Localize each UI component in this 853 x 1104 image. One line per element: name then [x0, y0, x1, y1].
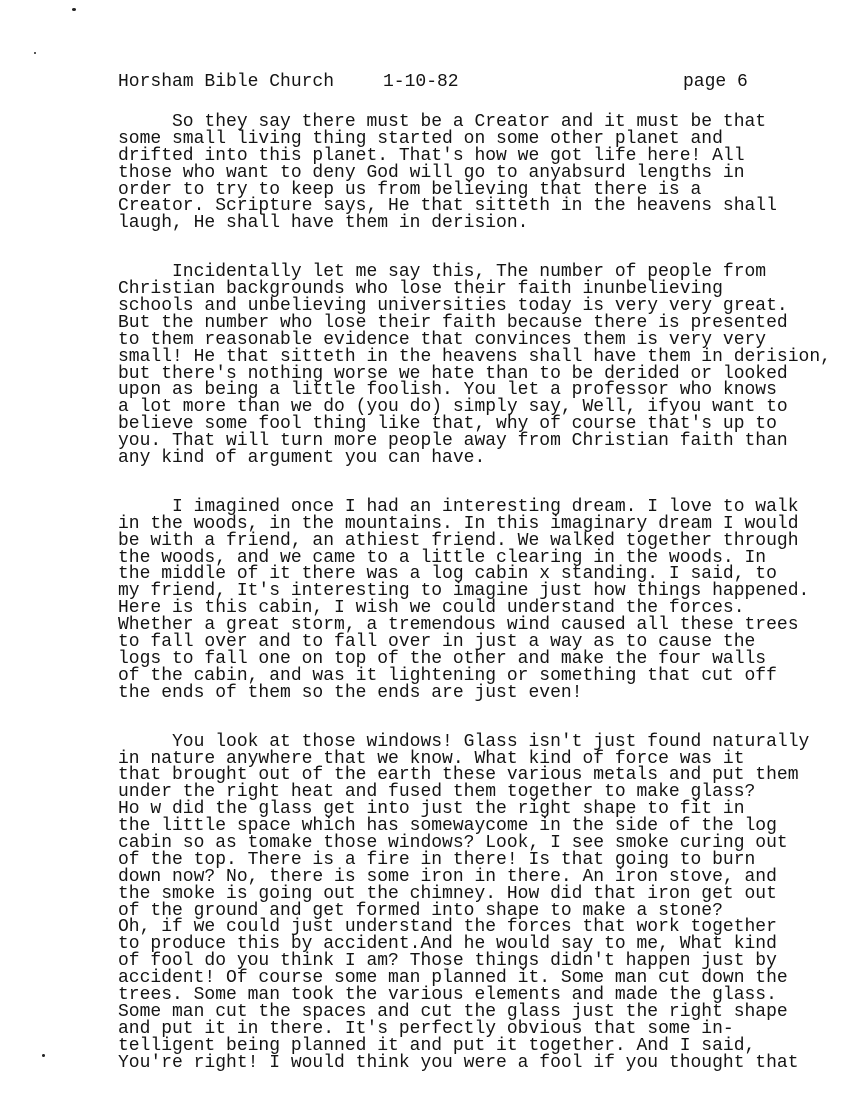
text-line: believe some fool thing like that, why of course that's up to [118, 414, 777, 435]
text-line: and put it in there. It's perfectly obvious that some in- [118, 1018, 734, 1039]
scan-speck [34, 52, 36, 54]
text-line: So they say there must be a Creator and it must be that [118, 112, 767, 132]
text-line: Whether a great storm, a tremendous wind caused all these trees [118, 615, 799, 636]
text-line: small! He that sitteth in the heavens shall have them in derision, [118, 346, 831, 367]
text-line: the ends of them so the ends are just even! [118, 682, 583, 703]
scan-speck [42, 1054, 45, 1057]
text-line: trees. Some man took the various elements and made the glass. [118, 984, 777, 1005]
text-line: Christian backgrounds who lose their faith inunbelieving [118, 279, 723, 300]
text-line: of the cabin, and was it lightening or something that cut off [118, 665, 777, 686]
header-date: 1-10-82 [383, 72, 459, 92]
paragraph [118, 496, 831, 703]
text-line: the woods, and we came to a little clearing in the woods. In [118, 547, 767, 568]
text-line: laugh, He shall have them in derision. [118, 213, 529, 234]
text-line: the smoke is going out the chimney. How did that iron get out [118, 883, 777, 904]
text-line: any kind of argument you can have. [118, 448, 486, 469]
text-line: You're right! I would think you were a fool if you thought that [118, 1052, 799, 1073]
text-line: my friend, It's interesting to imagine just how things happened. [118, 581, 810, 602]
text-line: drifted into this planet. That's how we got life here! All [118, 145, 745, 166]
text-line: I imagined once I had an interesting dream. I love to walk [118, 496, 799, 517]
text-line: of the ground and get formed into shape to make a stone? [118, 900, 723, 921]
text-line: the middle of it there was a log cabin x standing. I said, to [118, 564, 777, 585]
text-line: logs to fall one on top of the other and make the four walls [118, 648, 767, 669]
paragraph [118, 264, 831, 467]
text-line: in nature anywhere that we know. What kind of force was it [118, 748, 745, 769]
scan-speck [72, 8, 76, 11]
text-line: cabin so as tomake those windows? Look, I see smoke curing out [118, 832, 788, 853]
text-line: you. That will turn more people away from Christian faith than [118, 431, 788, 452]
text-line: under the right heat and fused them together to make glass? [118, 782, 756, 803]
text-line: of the top. There is a fire in there! Is that going to burn [118, 849, 756, 870]
text-line: You look at those windows! Glass isn't just found naturally [118, 731, 810, 752]
header-page-number: page 6 [683, 72, 748, 92]
text-line: be with a friend, an athiest friend. We walked together through [118, 530, 799, 551]
text-line: the little space which has somewaycome in the side of the log [118, 816, 777, 837]
text-line: a lot more than we do (you do) simply say, Well, ifyou want to [118, 397, 788, 418]
document-body [118, 114, 831, 1103]
text-line: Ho w did the glass get into just the right shape to fit in [118, 799, 745, 820]
text-line: Incidentally let me say this, The number of people from [118, 262, 767, 283]
text-line: that brought out of the earth these various metals and put them [118, 765, 799, 786]
text-line: But the number who lose their faith because there is presented [118, 312, 788, 333]
paragraph [118, 731, 831, 1073]
text-line: down now? No, there is some iron in there. An iron stove, and [118, 866, 777, 887]
text-line: accident! Of course some man planned it. Some man cut down the [118, 968, 788, 989]
text-line: Here is this cabin, I wish we could understand the forces. [118, 598, 745, 619]
text-line: those who want to deny God will go to anyabsurd lengths in [118, 162, 745, 183]
text-line: some small living thing started on some other planet and [118, 128, 723, 149]
text-line: to produce this by accident.And he would say to me, What kind [118, 934, 777, 955]
text-line: in the woods, in the mountains. In this imaginary dream I would [118, 513, 799, 534]
text-line: schools and unbelieving universities today is very very great. [118, 296, 788, 317]
text-line: of fool do you think I am? Those things didn't happen just by [118, 951, 777, 972]
text-line: upon as being a little foolish. You let a professor who knows [118, 380, 777, 401]
text-line: order to try to keep us from believing that there is a [118, 179, 702, 200]
text-line: to fall over and to fall over in just a way as to cause the [118, 632, 756, 653]
paragraph [118, 114, 831, 232]
text-line: telligent being planned it and put it together. And I said, [118, 1035, 756, 1056]
header-church-name: Horsham Bible Church [118, 72, 335, 92]
text-line: to them reasonable evidence that convinces them is very very [118, 329, 767, 350]
text-line: but there's nothing worse we hate than to be derided or looked [118, 363, 788, 384]
text-line: Oh, if we could just understand the forces that work together [118, 917, 777, 938]
text-line: Some man cut the spaces and cut the glass just the right shape [118, 1001, 788, 1022]
text-line: Creator. Scripture says, He that sitteth in the heavens shall [118, 196, 777, 217]
